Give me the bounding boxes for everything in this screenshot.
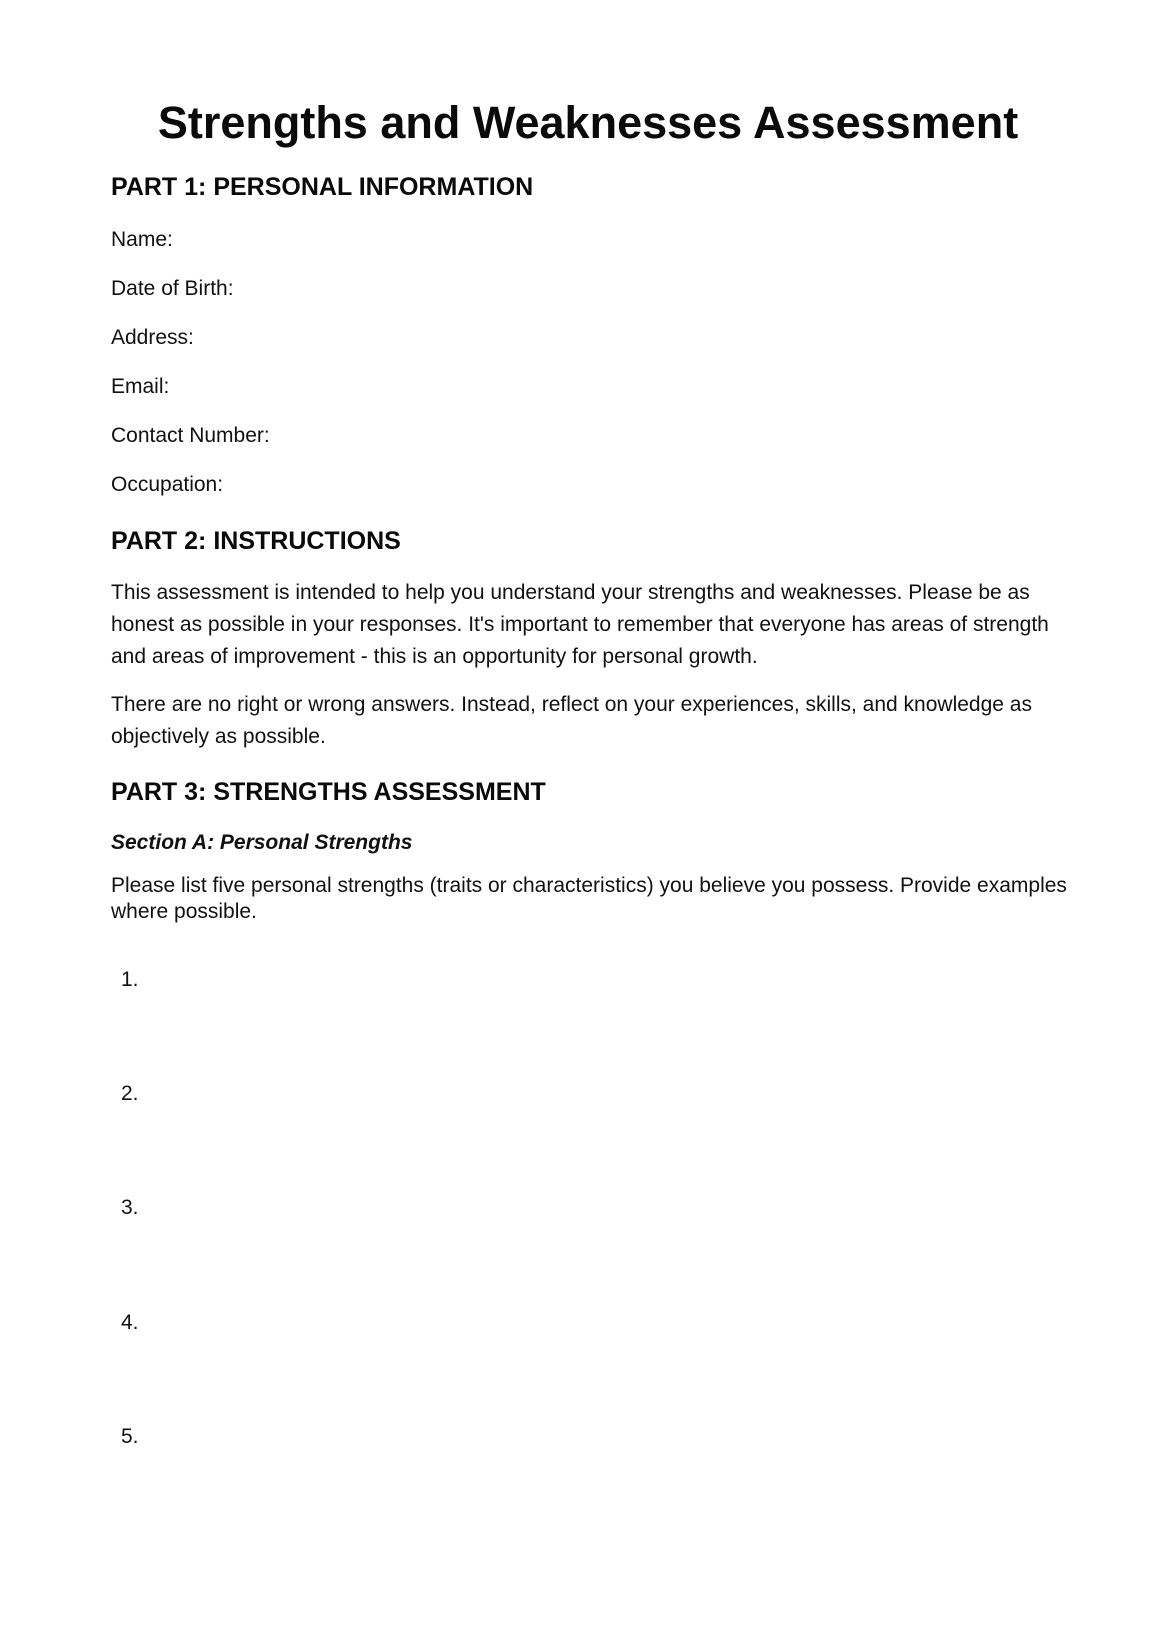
field-occupation-label: Occupation: [111,473,224,496]
section-a-heading: Section A: Personal Strengths [111,831,413,854]
part1-heading: PART 1: PERSONAL INFORMATION [111,173,534,201]
field-name-label: Name: [111,228,173,251]
section-a-instructions: Please list five personal strengths (traits or characteristics) you believe you possess. Provide examples where possible. [111,874,1067,923]
field-address-label: Address: [111,326,194,349]
strength-item-number: 2. [121,1082,139,1105]
strength-item-number: 3. [121,1196,139,1219]
strength-answer-area[interactable] [150,1303,1050,1393]
strength-item-number: 5. [121,1425,139,1448]
document-title: Strengths and Weaknesses Assessment [157,97,1019,148]
field-date-of-birth-label: Date of Birth: [111,277,234,300]
instructions-paragraph-2: There are no right or wrong answers. Instead, reflect on your experiences, skills, and knowledge as objectively as possible. [111,693,1032,748]
part3-heading: PART 3: STRENGTHS ASSESSMENT [111,778,546,806]
strength-answer-area[interactable] [150,1188,1050,1278]
part2-heading: PART 2: INSTRUCTIONS [111,527,401,555]
instructions-paragraph-1: This assessment is intended to help you understand your strengths and weaknesses. Please be as honest as possible in your responses. It's important to remember that everyone has areas of strength and areas of improvement - this is an opportunity for personal growth. [111,581,1049,668]
strength-answer-area[interactable] [150,1417,1050,1507]
field-contact-number-label: Contact Number: [111,424,270,447]
strength-answer-area[interactable] [150,960,1050,1050]
strength-answer-area[interactable] [150,1074,1050,1164]
strength-item-number: 4. [121,1311,139,1334]
field-email-label: Email: [111,375,170,398]
strength-item-number: 1. [121,968,139,991]
